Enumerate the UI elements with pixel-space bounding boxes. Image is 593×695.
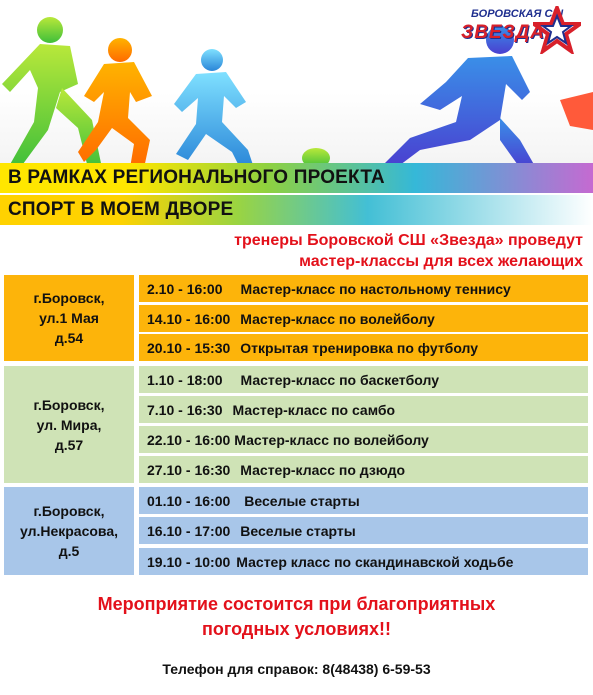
event-row xyxy=(139,275,588,302)
event-time: 14.10 - 16:00 xyxy=(147,310,231,327)
event-row xyxy=(139,396,588,423)
schedule-group-mira xyxy=(4,366,588,483)
event-time: 20.10 - 15:30 xyxy=(147,339,231,356)
event-title: Веселые старты xyxy=(244,492,360,509)
event-row xyxy=(139,517,588,544)
event-row xyxy=(139,548,588,575)
logo-top-text: БОРОВСКАЯ СШ xyxy=(471,8,564,20)
event-row xyxy=(139,366,588,393)
star-icon xyxy=(533,6,581,54)
cyan-runner-silhouette xyxy=(174,49,254,168)
location-cell: г.Боровск, ул.1 Мая д.54 xyxy=(4,275,134,361)
schedule-group-nekrasova xyxy=(4,487,588,575)
event-title: Мастер-класс по баскетболу xyxy=(240,371,440,388)
phone-info: Телефон для справок: 8(48438) 6-59-53 xyxy=(162,661,431,677)
event-title: Открытая тренировка по футболу xyxy=(240,339,479,356)
event-title: Мастер-класс по настольному теннису xyxy=(240,280,511,297)
banner-project-name: СПОРТ В МОЕМ ДВОРЕ xyxy=(0,195,593,225)
event-row xyxy=(139,426,588,453)
notice-line: Мероприятие состоится при благоприятных xyxy=(97,594,496,614)
event-title: Мастер класс по скандинавской ходьбе xyxy=(236,553,514,570)
event-row xyxy=(139,334,588,361)
hero-image xyxy=(0,0,593,168)
event-title: Мастер-класс по волейболу xyxy=(240,310,435,327)
event-time: 1.10 - 18:00 xyxy=(147,371,223,388)
event-row xyxy=(139,456,588,483)
logo-main-text: ЗВЕЗДА xyxy=(461,22,546,43)
right-edge-silhouette xyxy=(560,92,593,130)
event-time: 16.10 - 17:00 xyxy=(147,522,231,539)
subtitle-line: тренеры Боровской СШ «Звезда» проведут xyxy=(234,232,583,249)
event-time: 27.10 - 16:30 xyxy=(147,461,231,478)
subtitle xyxy=(113,230,583,272)
event-time: 7.10 - 16:30 xyxy=(147,401,223,418)
event-time: 2.10 - 16:00 xyxy=(147,280,223,297)
event-title: Мастер-класс по самбо xyxy=(232,401,396,418)
orange-runner-silhouette xyxy=(78,38,152,168)
event-row xyxy=(139,305,588,332)
event-title: Веселые старты xyxy=(240,522,356,539)
event-time: 19.10 - 10:00 xyxy=(147,553,231,570)
notice-line: погодных условиях!! xyxy=(202,619,391,639)
subtitle-line: мастер-классы для всех желающих xyxy=(299,253,583,270)
banner-project: В РАМКАХ РЕГИОНАЛЬНОГО ПРОЕКТА xyxy=(0,163,593,193)
event-time: 22.10 - 16:00 xyxy=(147,431,231,448)
event-title: Мастер-класс по дзюдо xyxy=(240,461,406,478)
event-time: 01.10 - 16:00 xyxy=(147,492,231,509)
school-logo xyxy=(455,6,585,64)
schedule-group-1may xyxy=(4,275,588,361)
event-title: Мастер-класс по волейболу xyxy=(234,431,429,448)
location-cell: г.Боровск, ул.Некрасова, д.5 xyxy=(4,487,134,575)
event-row xyxy=(139,487,588,514)
weather-notice xyxy=(0,592,593,642)
location-cell: г.Боровск, ул. Мира, д.57 xyxy=(4,366,134,483)
